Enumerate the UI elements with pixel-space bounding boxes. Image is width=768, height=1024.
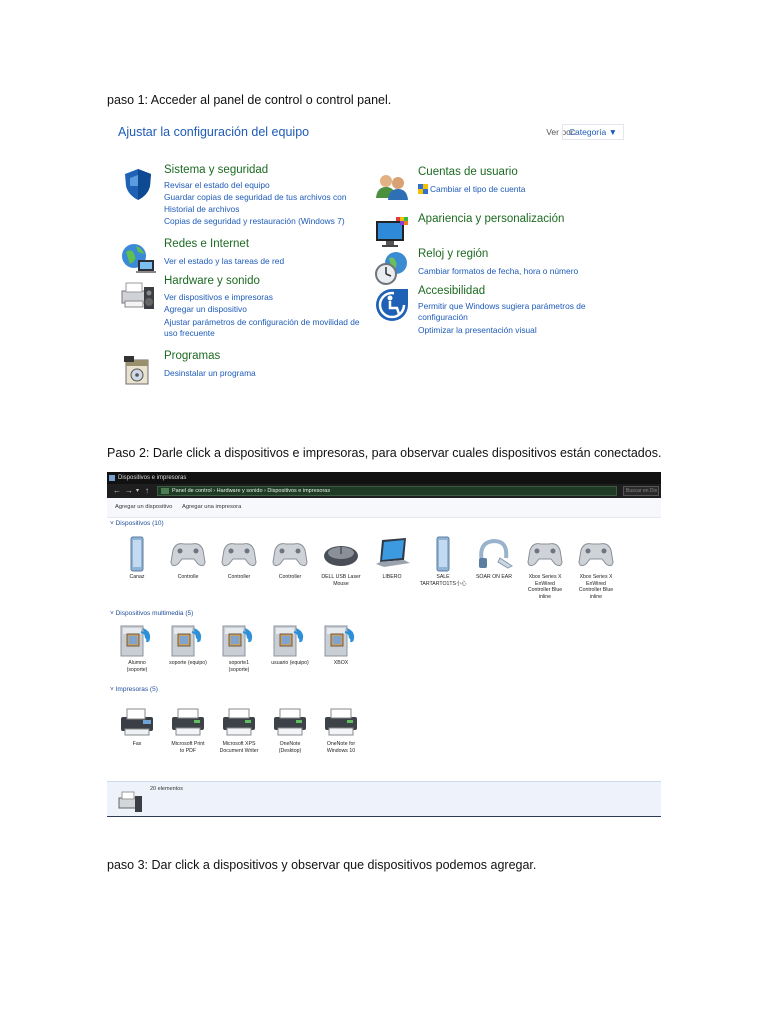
category-link[interactable]: Desinstalar un programa <box>164 368 256 378</box>
device-label: soporte (equipo) <box>169 660 207 666</box>
window-title: Dispositivos e impresoras <box>118 475 187 481</box>
media-server-icon <box>270 622 310 658</box>
category-link[interactable]: Ver el estado y las tareas de red <box>164 256 285 266</box>
breadcrumb-item[interactable]: Dispositivos e impresoras <box>267 488 331 494</box>
device-label: DELL USB Laser Mouse <box>321 574 361 587</box>
category-link[interactable]: Copias de seguridad y restauración (Windows 7) <box>164 216 345 226</box>
category-link[interactable]: Cambiar el tipo de cuenta <box>430 184 526 194</box>
item-count: 20 elementos <box>150 786 184 792</box>
chevron-down-icon: ˅ <box>110 520 116 527</box>
device-label: LIBERO <box>382 574 402 580</box>
printer-speaker-icon <box>120 277 156 313</box>
up-arrow-icon[interactable]: ↑ <box>145 486 149 495</box>
breadcrumb-separator: › <box>264 488 268 494</box>
category-link[interactable]: Ver dispositivos e impresoras <box>164 292 273 302</box>
search-input[interactable]: Buscar en Dis <box>623 486 659 496</box>
media-server-icon <box>168 622 208 658</box>
mouse-icon <box>321 536 361 572</box>
laptop-icon <box>372 536 412 572</box>
device-label: SALE TARTARTO1TS小心 <box>419 574 467 587</box>
category-link[interactable]: Optimizar la presentación visual <box>418 325 537 335</box>
address-bar <box>107 484 661 498</box>
printer-icon <box>270 703 310 739</box>
network-globe-icon <box>120 240 156 276</box>
category-title[interactable]: Sistema y seguridad <box>164 164 269 176</box>
device-item[interactable] <box>215 536 263 581</box>
monitor-paint-icon <box>374 215 410 251</box>
media-server-icon <box>321 622 361 658</box>
category-link[interactable]: Cambiar formatos de fecha, hora o número <box>418 266 579 276</box>
media-server-icon <box>219 622 259 658</box>
device-label: OneNote (Desktop) <box>278 741 302 754</box>
device-item[interactable] <box>368 536 416 581</box>
device-label: Microsoft Print to PDF <box>171 741 205 754</box>
category-link[interactable]: Permitir que Windows sugiera parámetros de <box>418 301 586 311</box>
device-item[interactable] <box>164 536 212 581</box>
device-item[interactable] <box>317 703 365 754</box>
device-item[interactable] <box>164 622 212 667</box>
device-label: XBOX <box>333 660 349 666</box>
category-title[interactable]: Cuentas de usuario <box>418 166 518 178</box>
window-titlebar <box>107 472 661 484</box>
category-title[interactable]: Hardware y sonido <box>164 275 260 287</box>
accessibility-icon <box>374 287 410 323</box>
device-item[interactable] <box>215 703 263 754</box>
category-title[interactable]: Redes e Internet <box>164 238 250 250</box>
breadcrumb-separator: › <box>213 488 217 494</box>
programs-box-icon <box>120 352 156 388</box>
device-label: Microsoft XPS Document Writer <box>219 741 259 754</box>
device-item[interactable] <box>113 703 161 748</box>
step-1-text: paso 1: Acceder al panel de control o control panel. <box>107 93 392 107</box>
group-header-multimedia[interactable] <box>110 610 193 617</box>
chevron-down-icon: ˅ <box>110 686 116 693</box>
breadcrumb-item[interactable]: Hardware y sonido <box>216 488 263 494</box>
device-label: Fax <box>132 741 142 747</box>
headset-icon <box>474 536 514 572</box>
device-label: Controller <box>278 574 302 580</box>
category-link[interactable]: Revisar el estado del equipo <box>164 180 270 190</box>
device-label: usuario (equipo) <box>271 660 309 666</box>
device-label: OneNote for Windows 10 <box>326 741 356 754</box>
device-item[interactable] <box>419 536 467 587</box>
control-panel-icon <box>161 488 169 494</box>
details-pane <box>107 781 661 817</box>
device-label: Xbox Series X EnWired Controller Blue inline <box>527 574 563 600</box>
device-label: Controller <box>227 574 251 580</box>
devices-printers-screenshot <box>107 472 661 817</box>
category-link[interactable]: Agregar un dispositivo <box>164 304 247 314</box>
add-device-button[interactable]: Agregar un dispositivo <box>115 504 173 510</box>
group-header-devices[interactable] <box>110 520 164 527</box>
device-item[interactable] <box>572 536 620 600</box>
device-item[interactable] <box>215 622 263 673</box>
device-item[interactable] <box>266 703 314 754</box>
category-link[interactable]: Ajustar parámetros de configuración de movilidad de <box>164 317 360 327</box>
gamepad-icon <box>168 536 208 572</box>
group-header-printers[interactable] <box>110 686 158 693</box>
group-title: Dispositivos multimedia (5) <box>115 610 194 617</box>
add-printer-button[interactable]: Agregar una impresora <box>182 504 242 510</box>
back-arrow-icon[interactable]: ← <box>113 486 121 495</box>
control-panel-screenshot <box>106 118 636 388</box>
printer-icon <box>219 703 259 739</box>
devices-printers-icon <box>117 790 143 814</box>
window-icon <box>109 475 115 481</box>
printer-icon <box>321 703 361 739</box>
category-title[interactable]: Apariencia y personalización <box>418 213 565 225</box>
gamepad-icon <box>270 536 310 572</box>
uac-shield-icon <box>418 184 428 197</box>
phone-icon <box>423 536 463 572</box>
device-item[interactable] <box>470 536 518 581</box>
group-title: Impresoras (5) <box>115 686 158 693</box>
device-item[interactable] <box>164 703 212 754</box>
recent-dropdown-icon[interactable]: ▾ <box>136 488 140 494</box>
clock-globe-icon <box>374 250 410 286</box>
step-3-text: paso 3: Dar click a dispositivos y observar que dispositivos podemos agregar. <box>107 858 537 872</box>
control-panel-heading: Ajustar la configuración del equipo <box>118 125 310 139</box>
device-item[interactable] <box>113 536 161 581</box>
media-server-icon <box>117 622 157 658</box>
device-label: Alumno (soporte) <box>126 660 148 673</box>
category-link[interactable]: uso frecuente <box>164 328 215 338</box>
gamepad-icon <box>576 536 616 572</box>
category-link[interactable]: Historial de archivos <box>164 204 240 214</box>
group-title: Dispositivos (10) <box>115 520 164 527</box>
category-title[interactable]: Accesibilidad <box>418 285 486 297</box>
step-2-text: Paso 2: Darle click a dispositivos e impresoras, para observar cuales dispositivos están conectados. <box>107 446 662 460</box>
forward-arrow-icon[interactable]: → <box>125 486 133 495</box>
device-item[interactable] <box>266 536 314 581</box>
category-link[interactable]: Guardar copias de seguridad de tus archivos con <box>164 192 347 202</box>
category-link[interactable]: configuración <box>418 312 468 322</box>
gamepad-icon <box>219 536 259 572</box>
printer-icon <box>168 703 208 739</box>
users-icon <box>374 168 410 204</box>
command-bar <box>107 498 661 518</box>
device-label: soporte1 (soporte) <box>228 660 250 673</box>
breadcrumb[interactable] <box>157 486 617 496</box>
view-by-label: Ver por: <box>546 127 576 137</box>
device-item[interactable] <box>113 622 161 673</box>
fax-icon <box>117 703 157 739</box>
category-title[interactable]: Reloj y región <box>418 248 489 260</box>
device-label: Controlle <box>177 574 199 580</box>
device-item[interactable] <box>521 536 569 600</box>
chevron-down-icon: ˅ <box>110 610 116 617</box>
breadcrumb-item[interactable]: Panel de control <box>172 488 212 494</box>
device-item[interactable] <box>266 622 314 667</box>
device-label: Canaz <box>129 574 145 580</box>
gamepad-icon <box>525 536 565 572</box>
shield-icon <box>120 166 156 202</box>
device-item[interactable] <box>317 622 365 667</box>
view-by-select[interactable]: Categoría ▼ <box>562 124 624 140</box>
device-label: SOAR ON EAR <box>475 574 513 580</box>
phone-icon <box>117 536 157 572</box>
device-item[interactable] <box>317 536 365 587</box>
device-label: Xbox Series X EnWired Controller Blue inline <box>578 574 614 600</box>
category-title[interactable]: Programas <box>164 350 221 362</box>
